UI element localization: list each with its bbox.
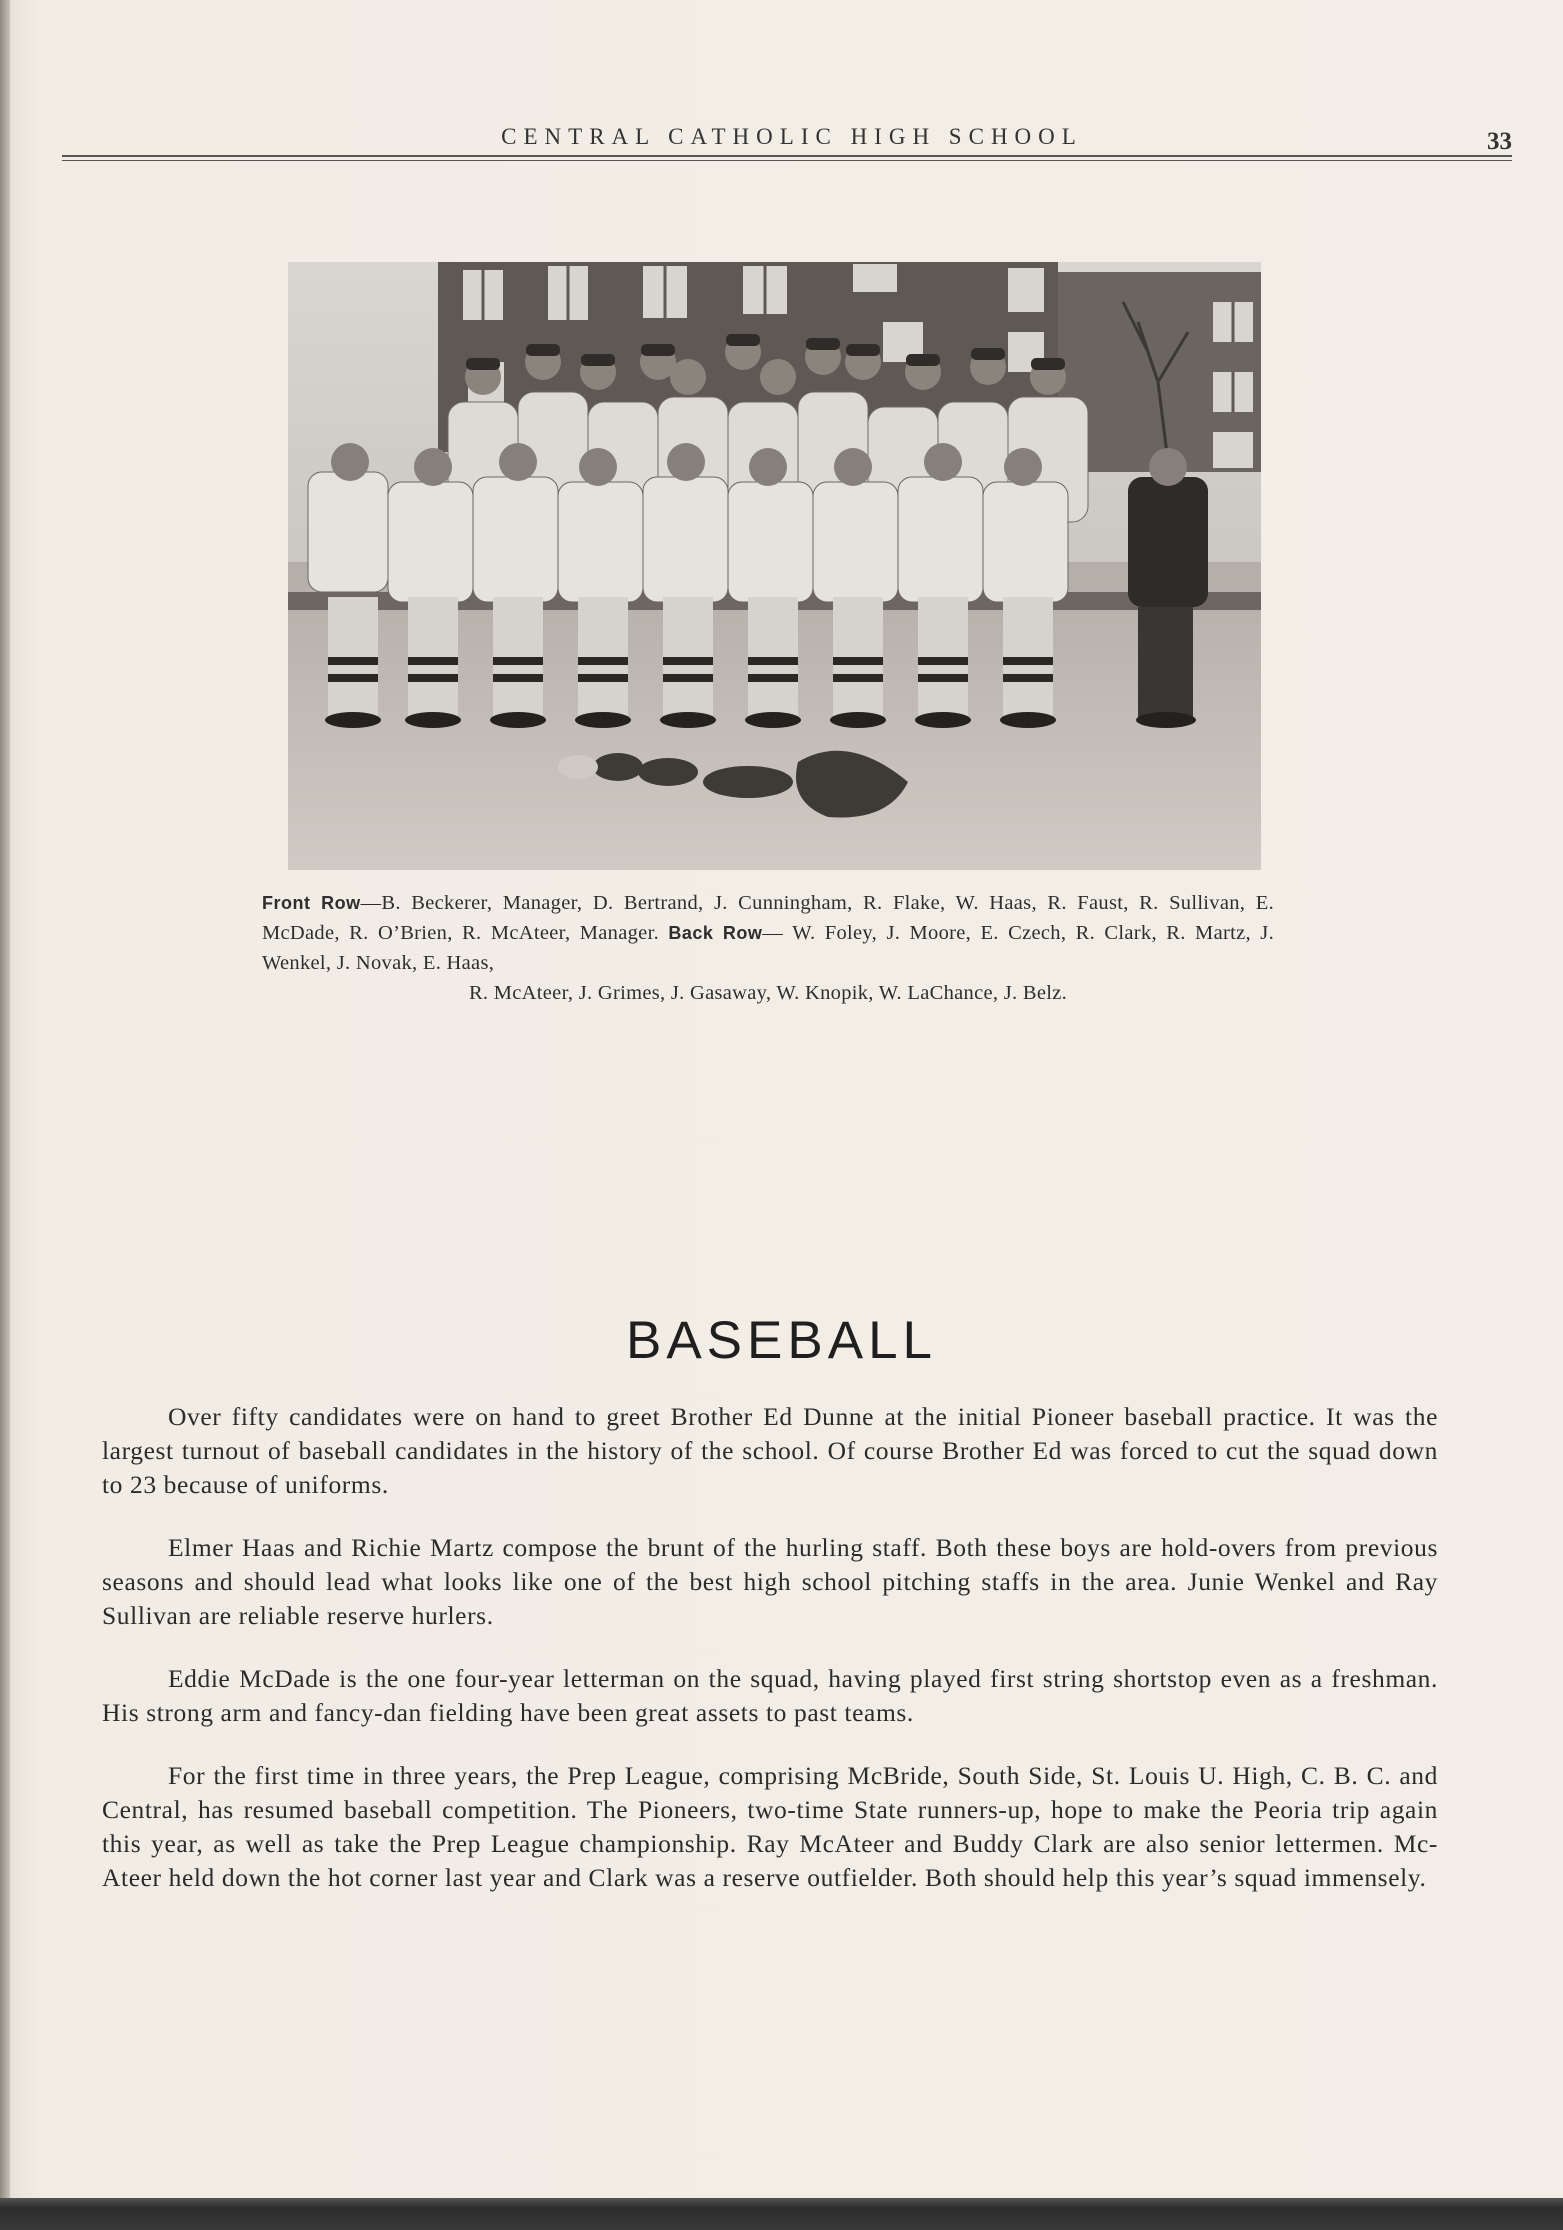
page-bottom-edge bbox=[0, 2198, 1563, 2230]
paragraph: For the first time in three years, the Prep League, comprising McBride, South Side, St. Louis U. High, C. B. C. and Central, has resumed baseball competition. The Pioneers, two-time State runners-up, hope to make the Peoria trip again this year, as well as take the Prep League championship. Ray McAteer and Buddy Clark are also senior lettermen. Mc-Ateer held down the hot corner last year and Clark was a reserve outfielder. Both should help this year’s squad immensely. bbox=[102, 1761, 1438, 1892]
paragraph: Eddie McDade is the one four-year letterman on the squad, having played first string shortstop even as a freshman. His strong arm and fancy-dan fielding have been great assets to past teams. bbox=[102, 1664, 1438, 1727]
paragraph: Over fifty candidates were on hand to greet Brother Ed Dunne at the initial Pioneer baseball practice. It was the largest turnout of baseball candidates in the history of the school. Of course Brother Ed was forced to cut the squad down to 23 because of uniforms. bbox=[102, 1402, 1438, 1499]
back-row-names-last: R. McAteer, J. Grimes, J. Gasaway, W. Knopik, W. LaChance, J. Belz. bbox=[468, 982, 1068, 1004]
running-head-title: CENTRAL CATHOLIC HIGH SCHOOL bbox=[501, 124, 1083, 149]
page-binding bbox=[0, 0, 10, 2230]
back-row-names: — W. Foley, J. Moore, E. Czech, R. Clark, R. Martz, J. Wenkel, J. Novak, E. Haas, bbox=[262, 922, 1274, 974]
article-body bbox=[102, 1400, 1438, 1924]
front-row-names: —B. Beckerer, Manager, D. Bertrand, J. Cunningham, R. Flake, W. Haas, R. Faust, R. Sullivan, E. McDade, R. O’Brien, R. McAteer, Manager. bbox=[262, 892, 1274, 944]
running-head bbox=[62, 124, 1512, 154]
front-row-label: Front Row bbox=[262, 893, 361, 913]
team-photo-image bbox=[288, 262, 1261, 870]
back-row-label: Back Row bbox=[668, 923, 763, 943]
team-photo bbox=[288, 262, 1261, 870]
section-heading: BASEBALL bbox=[625, 1311, 938, 1370]
photo-caption bbox=[262, 888, 1274, 1008]
page-number: 33 bbox=[1487, 128, 1512, 155]
paragraph: Elmer Haas and Richie Martz compose the brunt of the hurling staff. Both these boys are hold-overs from previous seasons and should lead what looks like one of the best high school pitching staffs in the area. Junie Wenkel and Ray Sullivan are reliable reserve hurlers. bbox=[102, 1533, 1438, 1630]
header-rule bbox=[62, 155, 1512, 161]
